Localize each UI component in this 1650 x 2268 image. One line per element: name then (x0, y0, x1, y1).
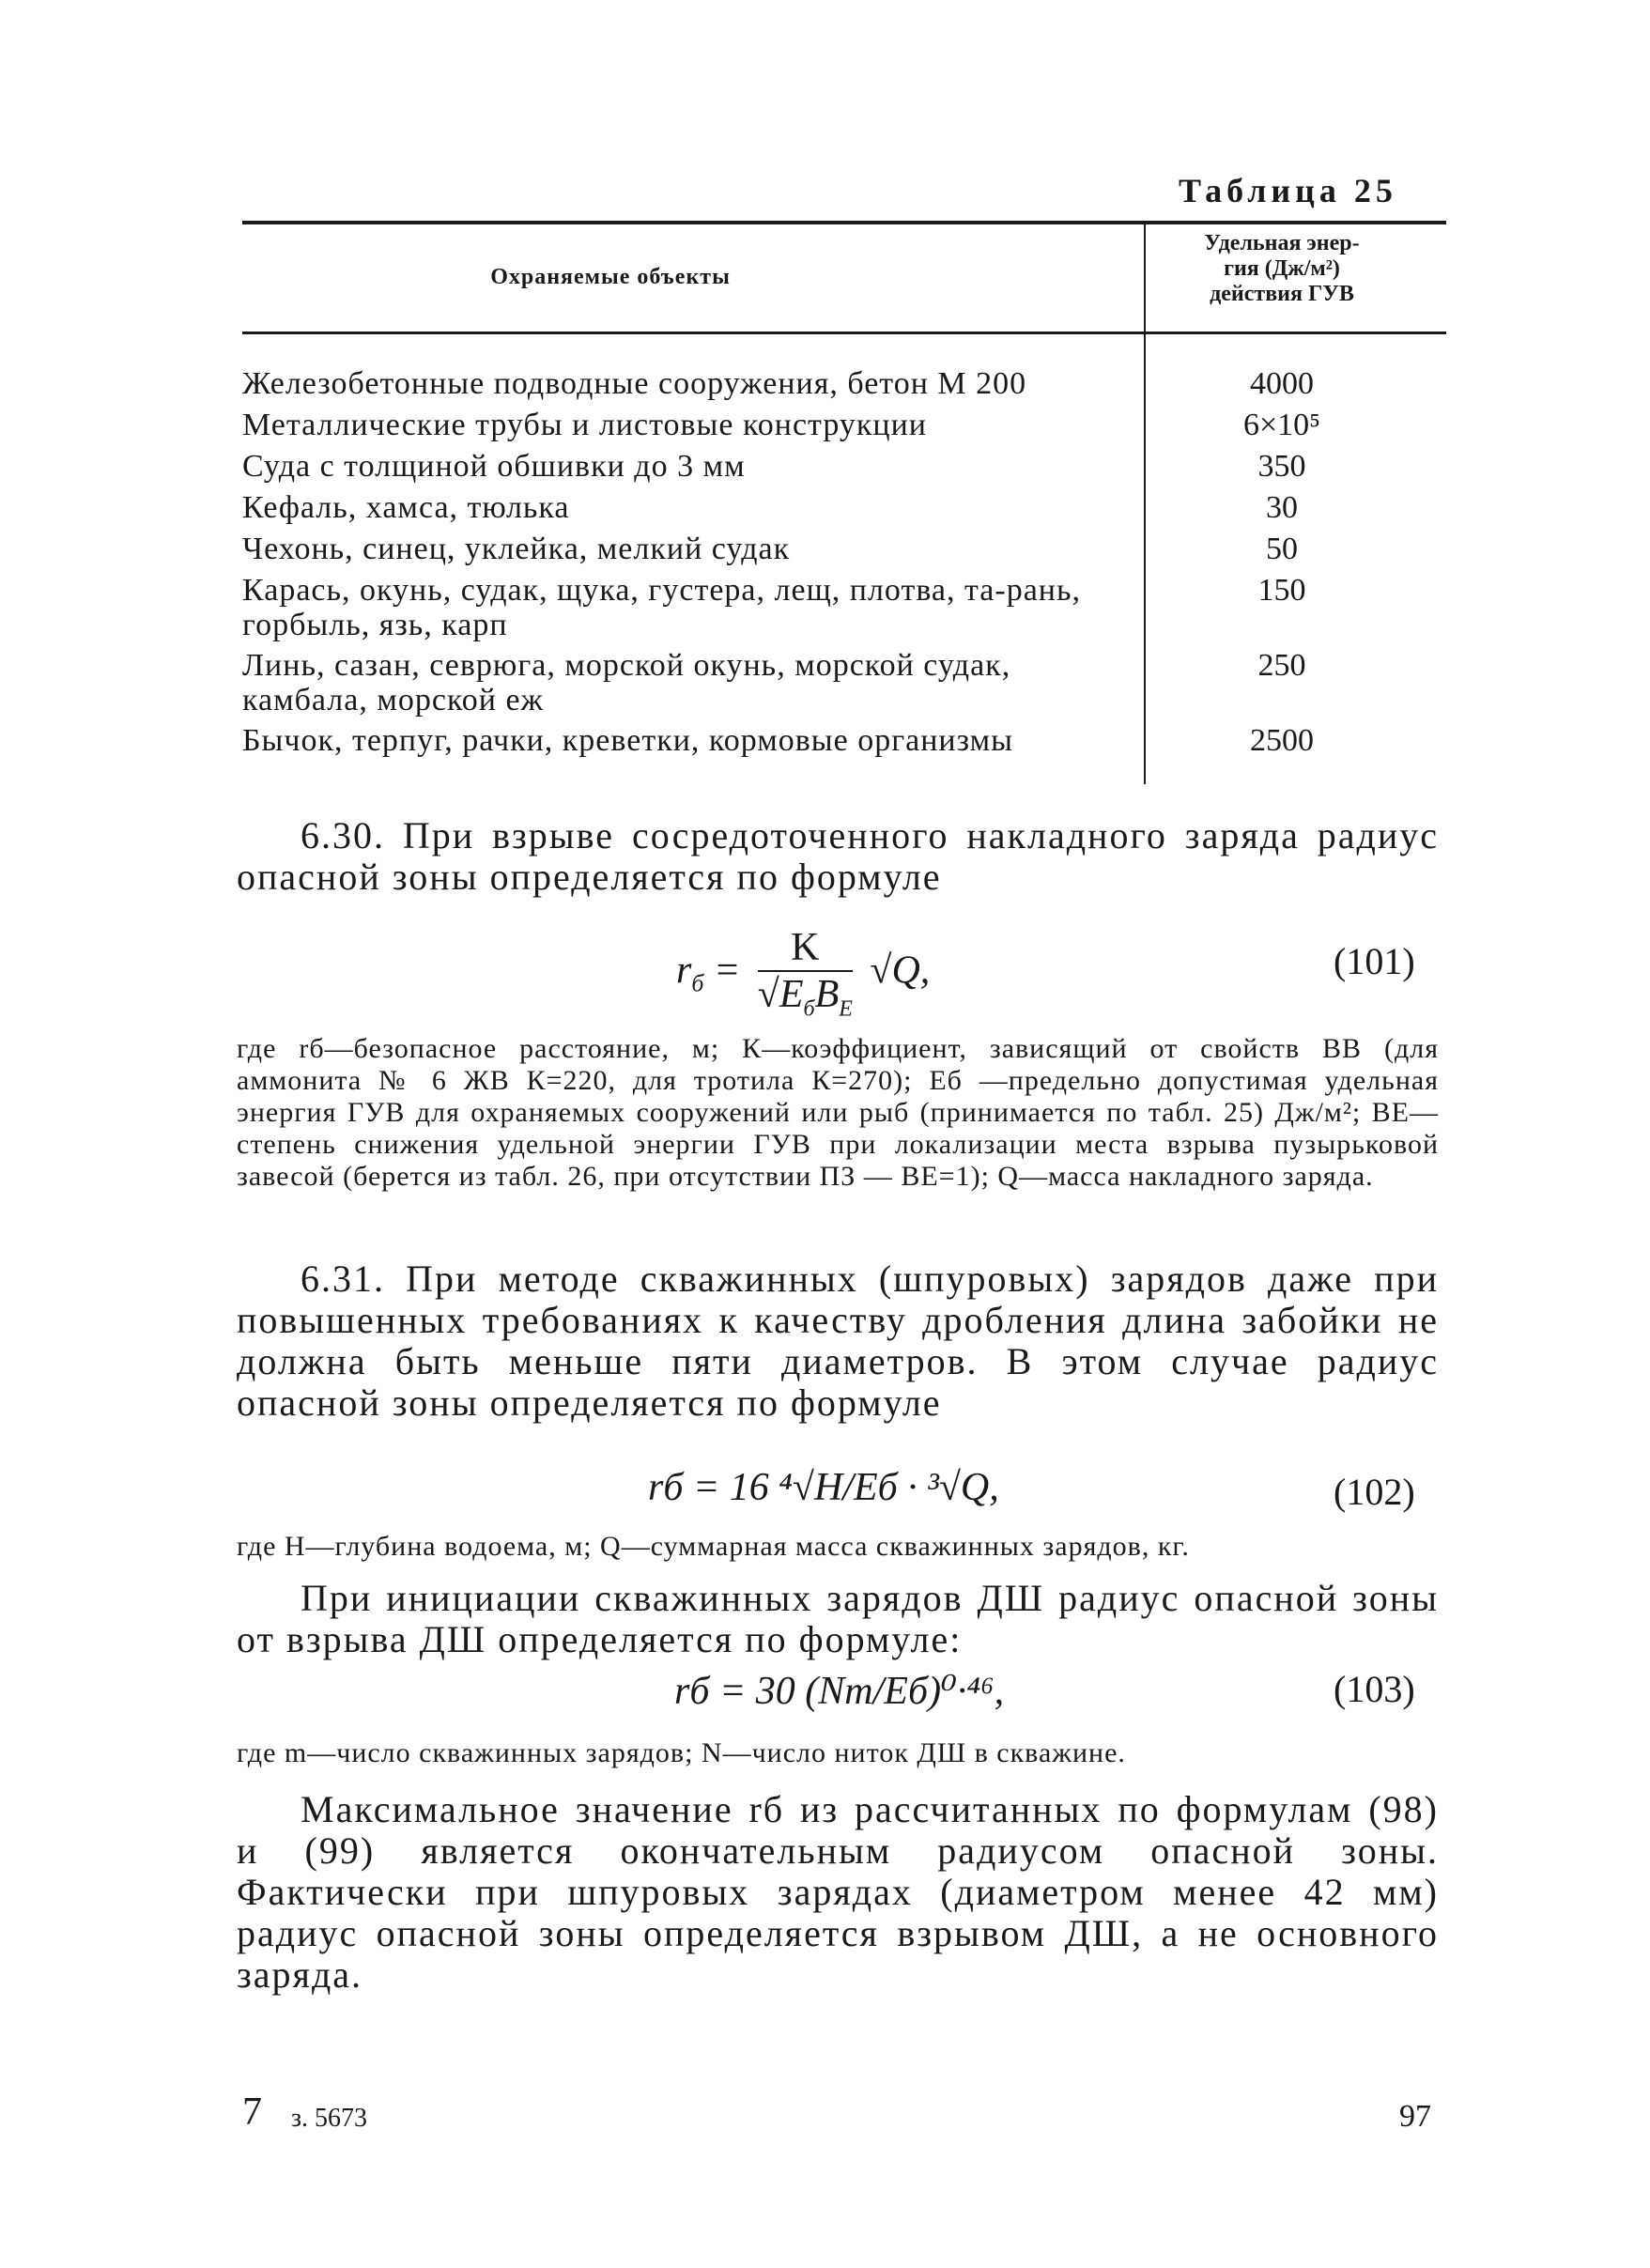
paragraph-6-30-where: где rб—безопасное расстояние, м; К—коэффициент, зависящий от свойств ВВ (для аммонита № 6 ЖВ К=220, для тротила К=270); Eб —предельно допустимая удельная энергия ГУВ для охраняемых сооружений или рыб (принимается по табл. 25) Дж/м²; BE—степень снижения удельной энергии ГУВ при локализации места взрыва пузырьковой завесой (берется из табл. 26, при отсутствии ПЗ — BE=1); Q—масса накладного заряда. (237, 1033, 1439, 1192)
table-header-energy: Удельная энер- гия (Дж/м²) действия ГУВ (1204, 231, 1360, 306)
page-number: 97 (1399, 2099, 1431, 2134)
table-cell-value: 6×10⁵ (1242, 408, 1321, 442)
formula-102: rб = 16 ⁴√H/Eб · ³√Q, (648, 1466, 999, 1509)
table-header-rule (242, 332, 1446, 334)
table-cell-value: 350 (1257, 449, 1306, 484)
table-row: Карась, окунь, судак, щука, густера, лещ, плотва, та-рань, горбыль, язь, карп (242, 573, 1081, 642)
paragraph-6-31-where: где H—глубина водоема, м; Q—суммарная масса скважинных зарядов, кг. (237, 1531, 1190, 1562)
table-column-divider (1144, 221, 1146, 784)
equation-number-103: (103) (1334, 1668, 1415, 1710)
table-cell-value: 250 (1257, 648, 1306, 683)
table-cell-value: 150 (1257, 573, 1306, 608)
table-header-objects: Охраняемые объекты (490, 265, 731, 289)
table-row: Чехонь, синец, уклейка, мелкий судак (242, 532, 791, 566)
table-cell-value: 4000 (1250, 366, 1314, 401)
footer-order: з. 5673 (291, 2104, 368, 2133)
formula-103: rб = 30 (Nm/Eб)⁰·⁴⁶, (674, 1670, 1005, 1713)
paragraph-max: Максимальное значение rб из рассчитанных по формулам (98) и (99) является окончательным радиусом опасной зоны. Фактически при шпуровых зарядах (диаметром менее 42 мм) радиус опасной зоны определяется взрывом ДШ, а не основного заряда. (237, 1788, 1439, 1996)
table-row: Металлические трубы и листовые конструкции (242, 408, 927, 442)
formula-101: $r_б$ = K $√E_бB_E$ √Q, (676, 926, 931, 1022)
table-row: Бычок, терпуг, рачки, креветки, кормовые организмы (242, 723, 1013, 758)
table-row: Линь, сазан, севрюга, морской окунь, морской судак, камбала, морской еж (242, 648, 1011, 717)
table-row: Железобетонные подводные сооружения, бетон М 200 (242, 366, 1027, 401)
paragraph-ds-where: где m—число скважинных зарядов; N—число ниток ДШ в скважине. (237, 1737, 1126, 1768)
paragraph-6-31: 6.31. При методе скважинных (шпуровых) зарядов даже при повышенных требованиях к качеству дробления длина забойки не должна быть меньше пяти диаметров. В этом случае радиус опасной зоны определяется по формуле (237, 1257, 1439, 1424)
table-cell-value: 50 (1266, 532, 1298, 566)
paragraph-6-30: 6.30. При взрыве сосредоточенного накладного заряда радиус опасной зоны определяется по формуле (237, 814, 1439, 898)
table-row: Кефаль, хамса, тюлька (242, 490, 570, 525)
table-caption: Таблица 25 (1179, 172, 1397, 209)
table-cell-value: 30 (1266, 490, 1298, 525)
table-top-rule (242, 221, 1446, 224)
equation-number-102: (102) (1334, 1471, 1415, 1513)
table-cell-value: 2500 (1250, 723, 1314, 758)
footer-sheet-number: 7 (242, 2091, 262, 2134)
table-row: Суда с толщиной обшивки до 3 мм (242, 449, 746, 484)
equation-number-101: (101) (1334, 940, 1415, 982)
paragraph-ds: При инициации скважинных зарядов ДШ радиус опасной зоны от взрыва ДШ определяется по формуле: (237, 1577, 1439, 1660)
